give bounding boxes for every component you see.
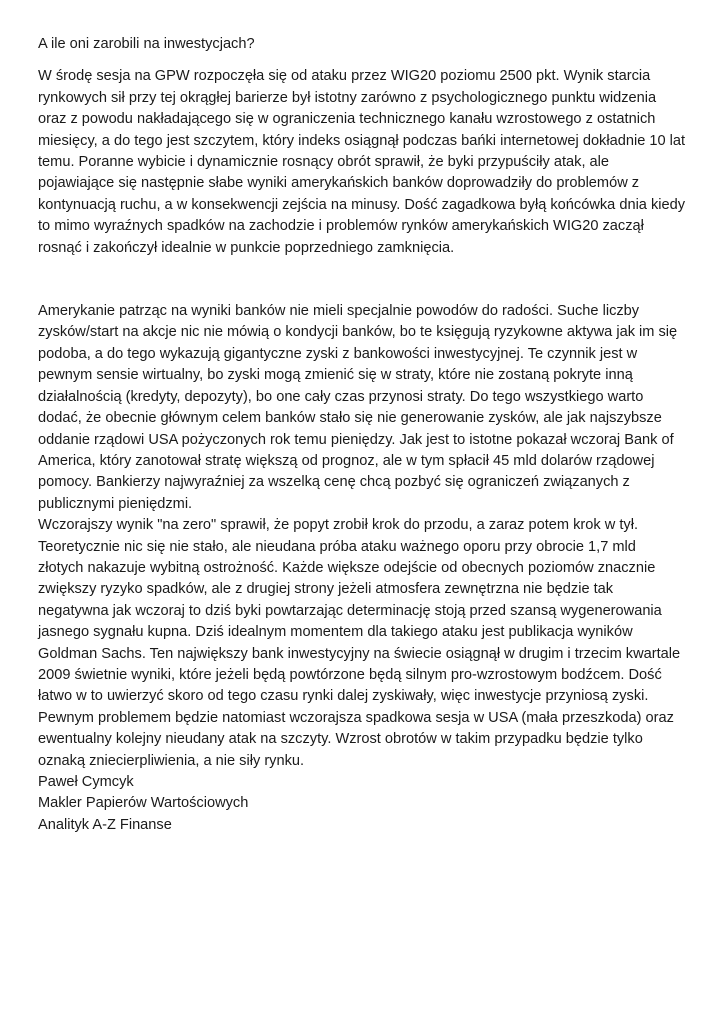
text-line: temu. Poranne wybicie i dynamicznie rosnący obrót sprawił, że byki przypuściły atak, ale: [38, 154, 610, 171]
text-line: pomocy. Bankierzy najwyraźniej za wszelką cenę chcą pozbyć się ograniczeń związanych z: [38, 474, 630, 491]
document-title: A ile oni zarobili na inwestycjach?: [38, 36, 255, 52]
text-line: Pewnym problemem będzie natomiast wczorajsza spadkowa sesja w USA (mała przeszkoda) oraz: [38, 709, 674, 726]
text-line: działalnością (kredyty, depozyty), bo one cały czas przynosi straty. Do tego wszystkiego warto: [38, 388, 644, 405]
signature-block: [38, 772, 698, 836]
text-line: zysków/start na akcje nic nie mówią o kondycji banków, bo te księgują ryzykowne aktywa jak im się: [38, 324, 678, 341]
text-line: kontynuacją ruchu, a w konsekwencji zejścia na minusy. Dość zagadkowa byłą końcówka dnia kiedy: [38, 196, 686, 213]
paragraph-3: [38, 515, 698, 772]
paragraph-2: [38, 301, 698, 515]
text-line: Amerykanie patrząc na wyniki banków nie mieli specjalnie powodów do radości. Suche liczby: [38, 303, 640, 320]
text-line: podoba, a do tego wykazują gigantyczne zyski z bankowości inwestycyjnej. Te czynnik jest w: [38, 345, 638, 362]
text-line: negatywna jak wczoraj to dziś byki powtarzając determinację stoją przed szansą wygenerowania: [38, 602, 662, 619]
text-line: łatwo w to uwierzyć skoro od tego czasu rynki dalej zyskiwały, więc inwestycje przyniosą zyski.: [38, 688, 649, 705]
paragraph-spacer: [38, 259, 698, 280]
author-role: Makler Papierów Wartościowych: [38, 795, 249, 812]
paragraph-1: [38, 66, 698, 259]
text-line: pewnym sensie wirtualny, bo zyski mogą zmienić się w straty, które nie zostaną pokryte inną: [38, 367, 633, 384]
text-line: dodać, że obecnie głównym celem banków stało się nie generowanie zysków, ale jak najszybsze: [38, 410, 662, 427]
text-line: rynkowych sił przy tej okrągłej barierze był istotny zarówno z psychologicznego punktu widzenia: [38, 89, 657, 106]
text-line: Goldman Sachs. Ten największy bank inwestycyjny na świecie osiągnął w drugim i trzecim kwartale: [38, 645, 681, 662]
text-line: zwiększy ryzyko spadków, ale z drugiej strony jeżeli atmosfera zewnętrzna nie będzie tak: [38, 581, 614, 598]
text-line: to mimo wyraźnych spadków na zachodzie i problemów rynków amerykańskich WIG20 zaczął: [38, 218, 644, 235]
document-page: [38, 34, 698, 836]
text-line: oraz z powodu nakładającego się w ograniczenia technicznego kanału wzrostowego z ostatnich: [38, 111, 656, 128]
text-line: ewentualny kolejny nieudany atak na szczyty. Wzrost obrotów w takim przypadku będzie tylko: [38, 731, 643, 748]
text-line: publicznymi pieniędzmi.: [38, 495, 193, 512]
text-line: W środę sesja na GPW rozpoczęła się od ataku przez WIG20 poziomu 2500 pkt. Wynik starcia: [38, 68, 651, 85]
author-name: Paweł Cymcyk: [38, 774, 134, 790]
text-line: rosnąć i zakończył idealnie w punkcie poprzedniego zamknięcia.: [38, 239, 455, 256]
text-line: jasnego sygnału kupna. Dziś idealnym momentem dla takiego ataku jest publikacja wyników: [38, 624, 633, 641]
text-line: oddanie rządowi USA pożyczonych rok temu pieniędzy. Jak jest to istotne pokazał wczoraj Bank of: [38, 431, 674, 448]
text-line: oznaką zniecierpliwienia, a nie siły rynku.: [38, 752, 305, 769]
text-line: złotych nakazuje wybitną ostrożność. Każde większe odejście od obecnych poziomów znacznie: [38, 559, 656, 576]
text-line: 2009 świetnie wyniki, które jeżeli będą powtórzone będą silnym pro-wzrostowym bodźcem. Dość: [38, 666, 662, 683]
text-line: Wczorajszy wynik "na zero" sprawił, że popyt zrobił krok do przodu, a zaraz potem krok w tył.: [38, 517, 638, 534]
paragraph-spacer: [38, 280, 698, 301]
text-line: Teoretycznie nic się nie stało, ale nieudana próba ataku ważnego oporu przy obrocie 1,7 mld: [38, 538, 636, 555]
text-line: pojawiające się następnie słabe wyniki amerykańskich banków doprowadziły do problemów z: [38, 175, 640, 192]
text-line: miesięcy, a do tego jest szczytem, który indeks osiągnął podczas bańki internetowej dokładnie 10 lat: [38, 132, 686, 149]
text-line: America, który zanotował stratę większą od prognoz, ale w tym spłacił 45 mld dolarów rządowej: [38, 452, 655, 469]
author-company: Analityk A-Z Finanse: [38, 816, 172, 833]
